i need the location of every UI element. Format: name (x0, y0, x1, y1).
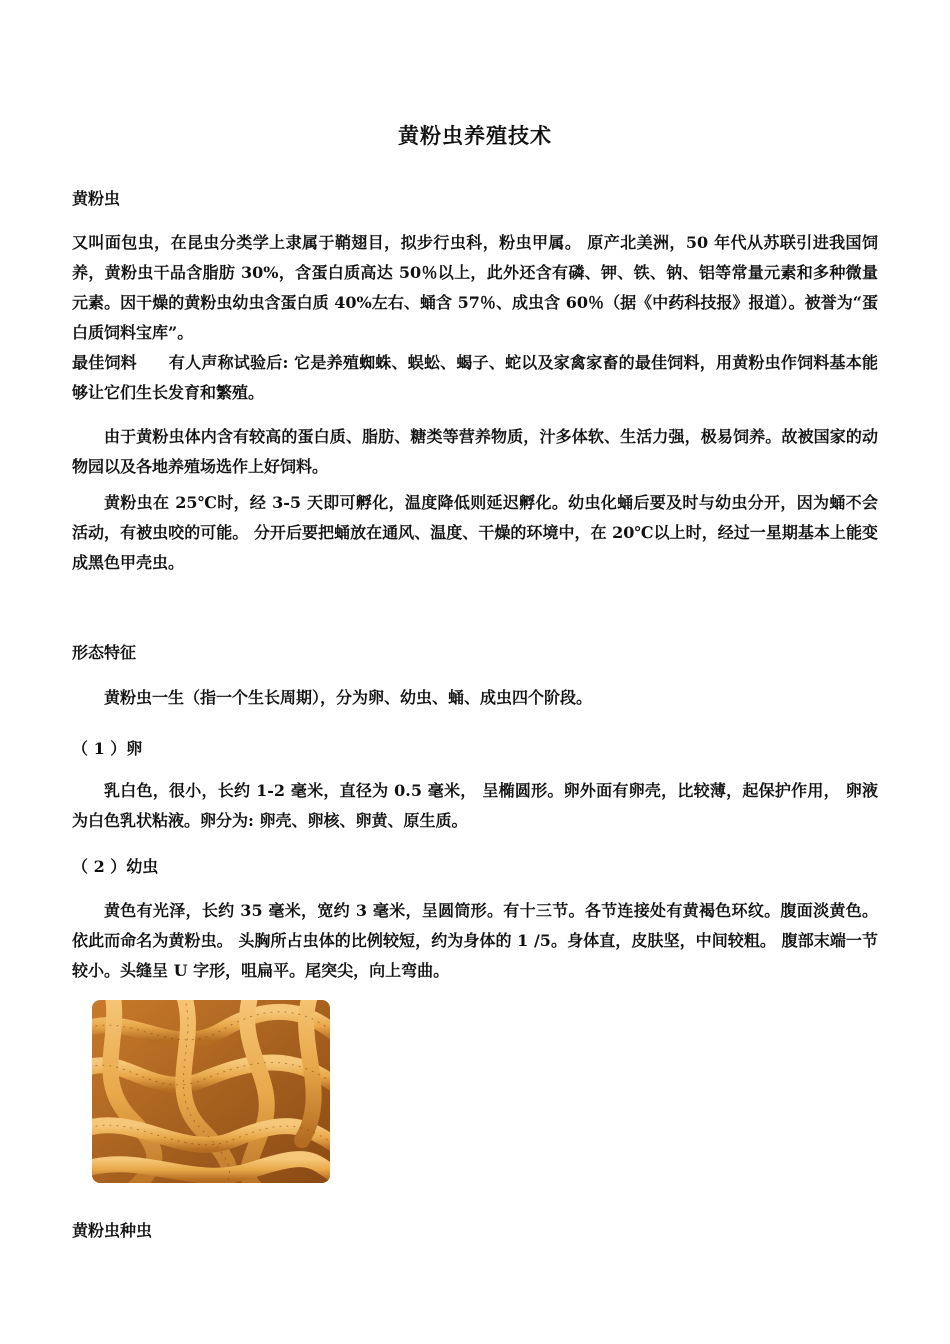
subheading-larva: （ 2 ）幼虫 (72, 857, 159, 876)
section-heading-morphology: 形态特征 (72, 643, 137, 662)
section-heading-breeding-stock: 黄粉虫种虫 (72, 1221, 153, 1240)
subheading-egg: （ 1 ）卵 (72, 739, 143, 758)
mealworm-photo (92, 1000, 330, 1183)
best-feed-label: 最佳饲料 (72, 353, 137, 372)
nutrition-paragraph: 由于黄粉虫体内含有较高的蛋白质、脂肪、糖类等营养物质，汁多体软、生活力强，极易饲养。故被国家的动物园以及各地养殖场选作上好饲料。 (72, 427, 878, 476)
best-feed-paragraph (72, 348, 878, 408)
egg-paragraph: 乳白色，很小，长约 1-2 毫米，直径为 0.5 毫米， 呈椭圆形。卵外面有卵壳，比较薄，起保护作用， 卵液为白色乳状粘液。卵分为: 卵壳、卵核、卵黄、原生质。 (72, 781, 878, 830)
mealworm-image (92, 1000, 330, 1183)
section-heading-mealworm: 黄粉虫 (72, 189, 121, 208)
larva-paragraph: 黄色有光泽，长约 35 毫米，宽约 3 毫米，呈圆筒形。有十三节。各节连接处有黄褐色环纹。腹面淡黄色。依此而命名为黄粉虫。 头胸所占虫体的比例较短，约为身体的 1 /5。身体直，皮肤坚，中间较粗。 腹部末端一节较小。头缝呈 U 字形，咀扁平。尾突尖，向上弯曲。 (72, 901, 878, 980)
page-title: 黄粉虫养殖技术 (398, 123, 552, 148)
hatching-paragraph: 黄粉虫在 25℃时，经 3-5 天即可孵化，温度降低则延迟孵化。幼虫化蛹后要及时与幼虫分开，因为蛹不会活动，有被虫咬的可能。 分开后要把蛹放在通风、温度、干燥的环境中，在 20℃以上时，经过一星期基本上能变成黑色甲壳虫。 (72, 493, 878, 572)
intro-paragraph: 又叫面包虫，在昆虫分类学上隶属于鞘翅目，拟步行虫科，粉虫甲属。 原产北美洲，50 年代从苏联引进我国饲养，黄粉虫干品含脂肪 30%，含蛋白质高达 50％以上，此外还含有磷、钾、铁、钠、铝等常量元素和多种微量元素。因干燥的黄粉虫幼虫含蛋白质 40%左右、蛹含 57％、成虫含 60％（据《中药科技报》报道）。被誉为“蛋白质饲料宝库”。 (72, 233, 878, 342)
life-cycle-paragraph: 黄粉虫一生（指一个生长周期），分为卵、幼虫、蛹、成虫四个阶段。 (104, 688, 593, 707)
best-feed-text: 有人声称试验后: 它是养殖蜘蛛、蜈蚣、蝎子、蛇以及家禽家畜的最佳饲料，用黄粉虫作饲料基本能够让它们生长发育和繁殖。 (72, 353, 878, 402)
